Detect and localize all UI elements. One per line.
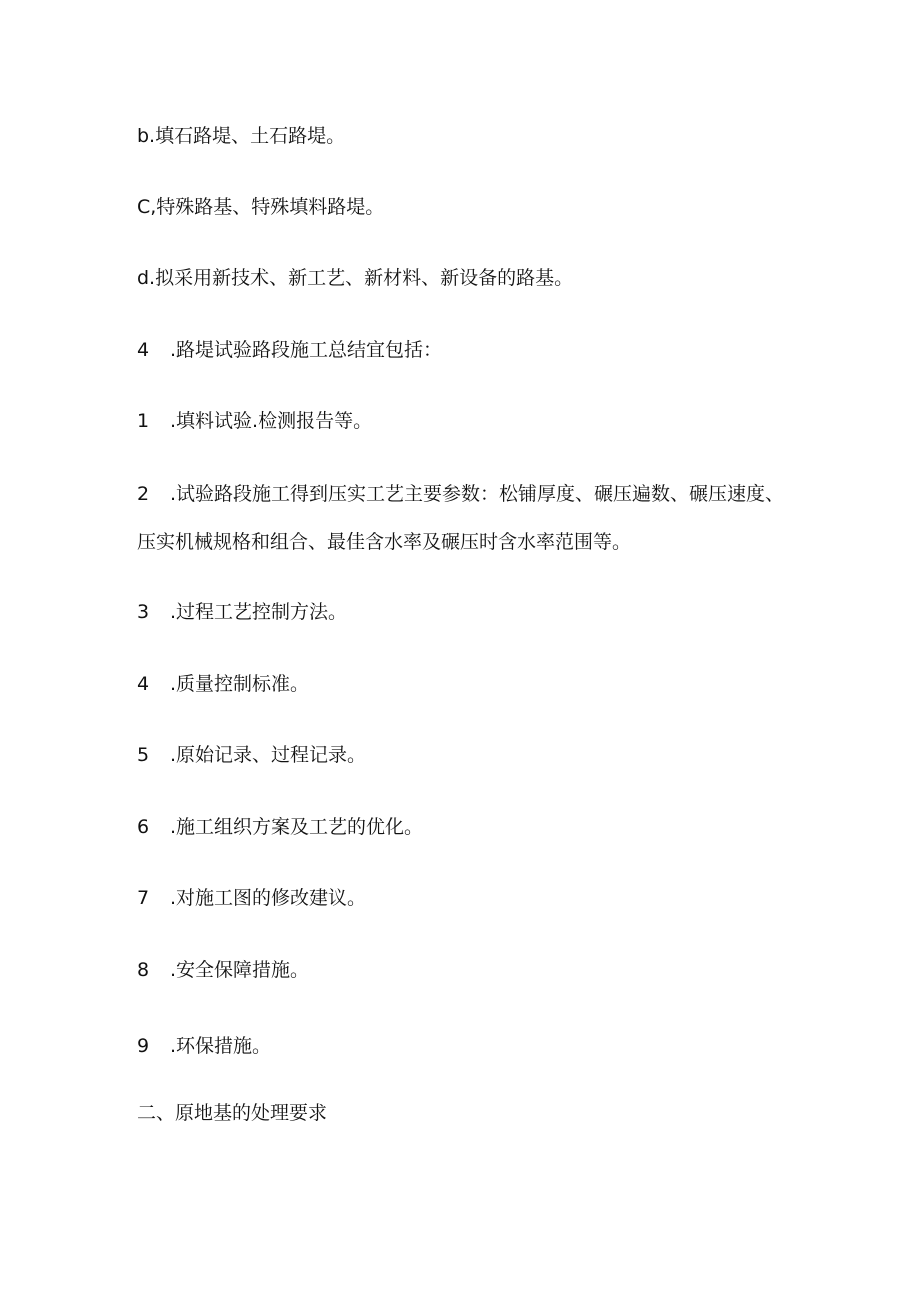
- item-number: 1: [137, 410, 150, 432]
- list-item-9: [137, 1033, 271, 1059]
- item-number: 9: [137, 1035, 150, 1057]
- list-item-4: [137, 671, 309, 697]
- paragraph-text: .对施工图的修改建议。: [170, 887, 367, 909]
- paragraph-text: .安全保障措施。: [170, 959, 310, 981]
- item-number: 6: [137, 816, 150, 838]
- paragraph-text: .环保措施。: [170, 1035, 272, 1057]
- paragraph-d: [137, 265, 573, 291]
- paragraph-text: .施工组织方案及工艺的优化。: [170, 816, 424, 838]
- item-number: 4: [137, 339, 150, 361]
- list-item-7: [137, 885, 366, 911]
- list-item-8: [137, 957, 309, 983]
- item-number: 8: [137, 959, 150, 981]
- list-item-1: [137, 408, 372, 434]
- paragraph-c: [137, 194, 384, 220]
- paragraph-text: b.填石路堤、土石路堤。: [137, 125, 346, 147]
- paragraph-text: .质量控制标准。: [170, 673, 310, 695]
- paragraph-text: .原始记录、过程记录。: [170, 744, 367, 766]
- paragraph-text: d.拟采用新技术、新工艺、新材料、新设备的路基。: [137, 267, 574, 289]
- item-number: 4: [137, 673, 150, 695]
- list-item-6: [137, 814, 423, 840]
- item-number: 5: [137, 744, 150, 766]
- paragraph-text: 二、原地基的处理要求: [137, 1102, 328, 1124]
- item-number: 3: [137, 601, 150, 623]
- paragraph-text: .填料试验.检测报告等。: [170, 410, 373, 432]
- paragraph-text: .过程工艺控制方法。: [170, 601, 348, 623]
- paragraph-text: .路堤试验路段施工总结宜包括：: [170, 339, 443, 361]
- item-number: 7: [137, 887, 150, 909]
- paragraph-text: .试验路段施工得到压实工艺主要参数：松铺厚度、碾压遍数、碾压速度、压实机械规格和组合、最佳含水率及碾压时含水率范围等。: [137, 483, 785, 553]
- section-heading-4: [137, 337, 442, 363]
- paragraph-text: C,特殊路基、特殊填料路堤。: [137, 196, 385, 218]
- paragraph-b: [137, 123, 345, 149]
- section-heading-2: [137, 1100, 327, 1126]
- list-item-5: [137, 742, 366, 768]
- list-item-2: [137, 470, 787, 566]
- item-number: 2: [137, 483, 150, 505]
- list-item-3: [137, 599, 347, 625]
